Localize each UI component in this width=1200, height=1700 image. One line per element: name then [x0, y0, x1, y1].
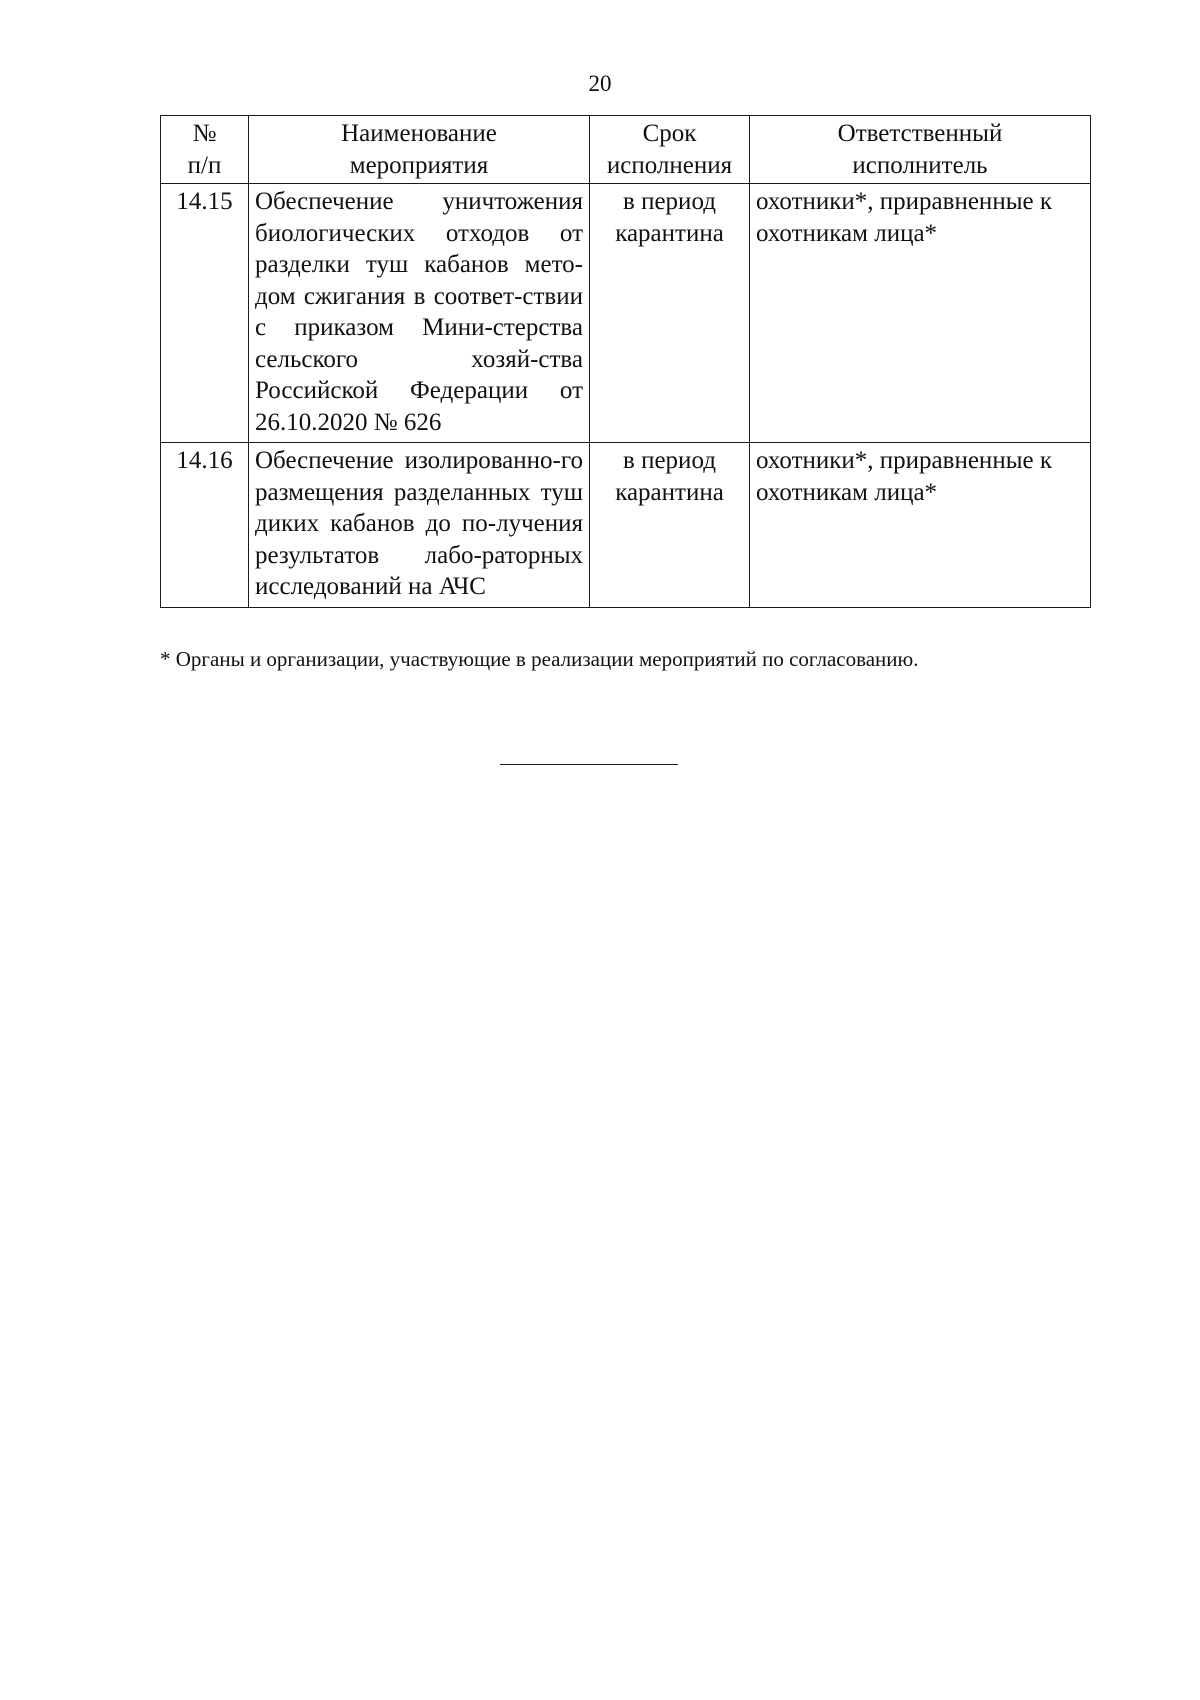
measure-name: Обеспечение уничтожения биологических отходов от разделки туш кабанов мето-дом сжигания в соответ-ствии с приказом Мини-стерства сельского хозяй-ства Российской Федерации от 26.10.2020 № 626 — [249, 184, 590, 443]
table-body — [161, 184, 1091, 608]
table-row — [161, 184, 1091, 443]
table-row — [161, 443, 1091, 608]
header-term — [590, 116, 750, 184]
header-row — [161, 116, 1091, 184]
row-number: 14.15 — [161, 184, 249, 443]
header-num-label: № п/п — [187, 120, 222, 179]
footnote: * Органы и организации, участвующие в реализации мероприятий по согласованию. — [160, 647, 919, 671]
header-responsible-label: Ответственный исполнитель — [837, 120, 1003, 179]
measure-term-text: в период карантина — [615, 447, 724, 506]
page-number: 20 — [588, 71, 612, 96]
header-responsible — [750, 116, 1091, 184]
end-of-document-rule — [500, 764, 678, 765]
measure-responsible: охотники*, приравненные к охотникам лица* — [750, 184, 1091, 443]
header-num — [161, 116, 249, 184]
header-term-label: Срок исполнения — [606, 120, 733, 179]
header-name-label: Наименование мероприятия — [341, 120, 497, 179]
measures-table — [160, 115, 1091, 608]
table-header — [161, 116, 1091, 184]
header-name — [249, 116, 590, 184]
measure-responsible: охотники*, приравненные к охотникам лица* — [750, 443, 1091, 608]
measure-term — [590, 443, 750, 608]
measure-name: Обеспечение изолированно-го размещения разделанных туш диких кабанов до по-лучения результатов лабо-раторных исследований на АЧС — [249, 443, 590, 608]
measure-term — [590, 184, 750, 443]
measure-term-text: в период карантина — [615, 188, 724, 247]
row-number: 14.16 — [161, 443, 249, 608]
